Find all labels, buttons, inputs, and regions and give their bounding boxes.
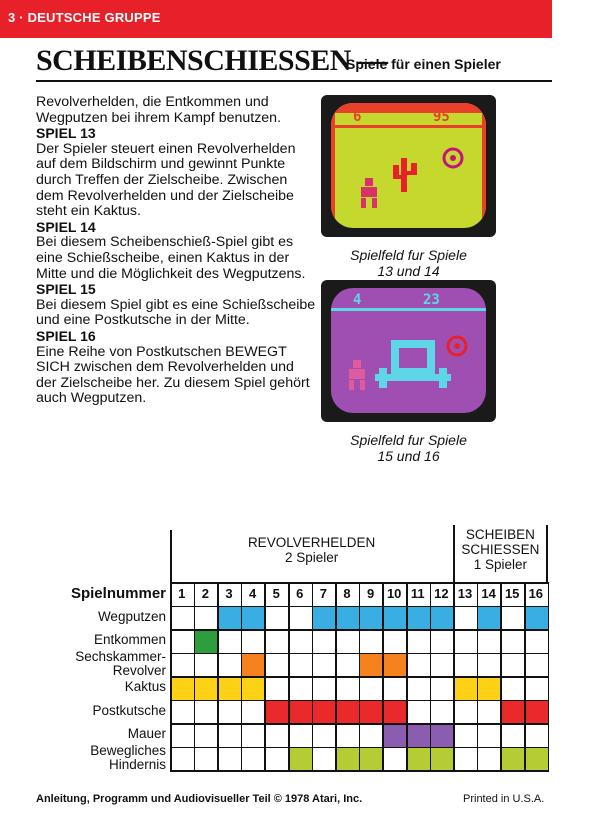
feature-cell xyxy=(288,700,312,724)
grid-line xyxy=(170,653,549,655)
feature-cell xyxy=(453,676,477,700)
feature-cell xyxy=(430,723,454,747)
group-header-scheibenschiessen: SCHEIBEN SCHIESSEN 1 Spieler xyxy=(461,527,540,572)
feature-cell xyxy=(524,700,548,724)
screen-caption-2: Spielfeld fur Spiele 15 und 16 xyxy=(350,432,467,464)
game-description xyxy=(36,95,316,407)
feature-cell xyxy=(524,606,548,630)
row-label: Mauer xyxy=(127,726,166,741)
column-number: 4 xyxy=(248,586,257,601)
copyright-text: Anleitung, Programm und Audiovisueller Teil © 1978 Atari, Inc. xyxy=(36,793,363,805)
grid-line xyxy=(170,606,549,608)
score-left: 6 xyxy=(353,109,362,125)
title-row xyxy=(36,44,552,82)
header-divider xyxy=(170,530,172,582)
feature-cell xyxy=(217,676,241,700)
feature-cell xyxy=(382,606,406,630)
feature-cell xyxy=(312,606,336,630)
playfield-sprites-icon xyxy=(331,103,486,228)
screen-playfield xyxy=(331,103,486,228)
row-label: Entkommen xyxy=(93,632,166,647)
feature-cell xyxy=(241,606,265,630)
column-number: 1 xyxy=(178,586,186,601)
column-number: 14 xyxy=(481,586,496,601)
feature-cell xyxy=(359,653,383,677)
section-label: 3 · DEUTSCHE GRUPPE xyxy=(8,10,161,25)
column-number: 12 xyxy=(434,586,449,601)
feature-cell xyxy=(382,700,406,724)
grid-line xyxy=(170,747,549,749)
row-label: Bewegliches Hindernis xyxy=(90,742,166,772)
feature-cell xyxy=(524,747,548,771)
column-number: 3 xyxy=(225,586,233,601)
header-divider xyxy=(453,525,455,582)
game-text: Bei diesem Spiel gibt es eine Schießscheibe und eine Postkutsche in der Mitte. xyxy=(36,296,316,329)
feature-cell xyxy=(312,700,336,724)
column-number: 5 xyxy=(272,586,280,601)
group-header-revolverhelden: REVOLVERHELDEN 2 Spieler xyxy=(247,535,376,565)
feature-cell xyxy=(500,700,524,724)
playfield-sprites-icon xyxy=(331,288,486,413)
score-left: 4 xyxy=(353,292,362,308)
feature-cell xyxy=(217,606,241,630)
game-heading: SPIEL 15 xyxy=(36,281,96,298)
game-heading: SPIEL 14 xyxy=(36,218,96,235)
row-header-label: Spielnummer xyxy=(70,585,166,602)
feature-cell xyxy=(170,676,194,700)
feature-cell xyxy=(194,676,218,700)
header-divider xyxy=(546,525,548,582)
column-number: 8 xyxy=(343,586,351,601)
intro-text: Revolverhelden, die Entkommen und Wegputzen bei ihrem Kampf benutzen. xyxy=(36,94,282,126)
section-banner xyxy=(0,0,552,38)
game-text: Eine Reihe von Postkutschen BEWEGT SICH zwischen dem Revolverhelden und der Zielscheibe her. Zu diesem Spiel gehört auch Wegputzen. xyxy=(36,343,310,407)
feature-cell xyxy=(500,747,524,771)
feature-cell xyxy=(477,606,501,630)
grid-line xyxy=(170,770,549,772)
grid-line xyxy=(170,676,549,678)
feature-cell xyxy=(382,653,406,677)
game-text: Der Spieler steuert einen Revolverhelden auf dem Bildschirm und gewinnt Punkte durch Treffen der Zielscheibe. Zwischen dem Revolverhelden und der Zielscheibe steht ein Kaktus. xyxy=(36,140,296,220)
row-label: Kaktus xyxy=(124,679,166,694)
feature-cell xyxy=(335,747,359,771)
feature-cell xyxy=(359,606,383,630)
printed-text: Printed in U.S.A. xyxy=(463,793,545,805)
feature-cell xyxy=(194,629,218,653)
column-number: 10 xyxy=(386,586,402,601)
column-number: 2 xyxy=(201,586,209,601)
row-label: Postkutsche xyxy=(92,702,166,718)
column-number: 7 xyxy=(319,586,327,601)
column-number: 16 xyxy=(528,586,544,601)
feature-cell xyxy=(359,700,383,724)
feature-cell xyxy=(406,606,430,630)
feature-cell xyxy=(430,606,454,630)
feature-cell xyxy=(477,676,501,700)
feature-cell xyxy=(241,653,265,677)
feature-cell xyxy=(406,723,430,747)
game-heading: SPIEL 13 xyxy=(36,125,96,142)
feature-cell xyxy=(288,747,312,771)
feature-cell xyxy=(359,747,383,771)
grid-line xyxy=(170,582,549,584)
score-right: 23 xyxy=(423,292,440,308)
grid-line xyxy=(170,629,549,631)
feature-cell xyxy=(430,747,454,771)
game-screen-2 xyxy=(321,280,496,422)
feature-cell xyxy=(241,676,265,700)
column-number: 15 xyxy=(504,586,520,601)
column-number: 9 xyxy=(366,586,375,601)
row-label: Wegputzen xyxy=(97,608,166,624)
game-heading: SPIEL 16 xyxy=(36,327,96,344)
feature-cell xyxy=(406,747,430,771)
feature-cell xyxy=(264,700,288,724)
screen-playfield xyxy=(331,288,486,413)
row-label: Sechskammer- Revolver xyxy=(75,648,166,678)
score-right: 95 xyxy=(433,109,450,125)
feature-cell xyxy=(382,723,406,747)
column-number: 11 xyxy=(410,586,425,601)
column-number: 6 xyxy=(296,586,304,601)
game-screen-1 xyxy=(321,95,496,237)
game-text: Bei diesem Scheibenschieß-Spiel gibt es eine Schießscheibe, einen Kaktus in der Mitte und die Möglichkeit des Wegputzens. xyxy=(36,234,306,282)
page-title: SCHEIBENSCHIESSEN — xyxy=(36,44,388,77)
grid-line xyxy=(170,723,549,725)
feature-cell xyxy=(335,700,359,724)
screen-caption-1: Spielfeld fur Spiele 13 und 14 xyxy=(350,247,467,279)
column-number: 13 xyxy=(457,586,473,601)
feature-cell xyxy=(335,606,359,630)
grid-line xyxy=(170,700,549,702)
page-subtitle: Spiele für einen Spieler xyxy=(346,56,501,72)
